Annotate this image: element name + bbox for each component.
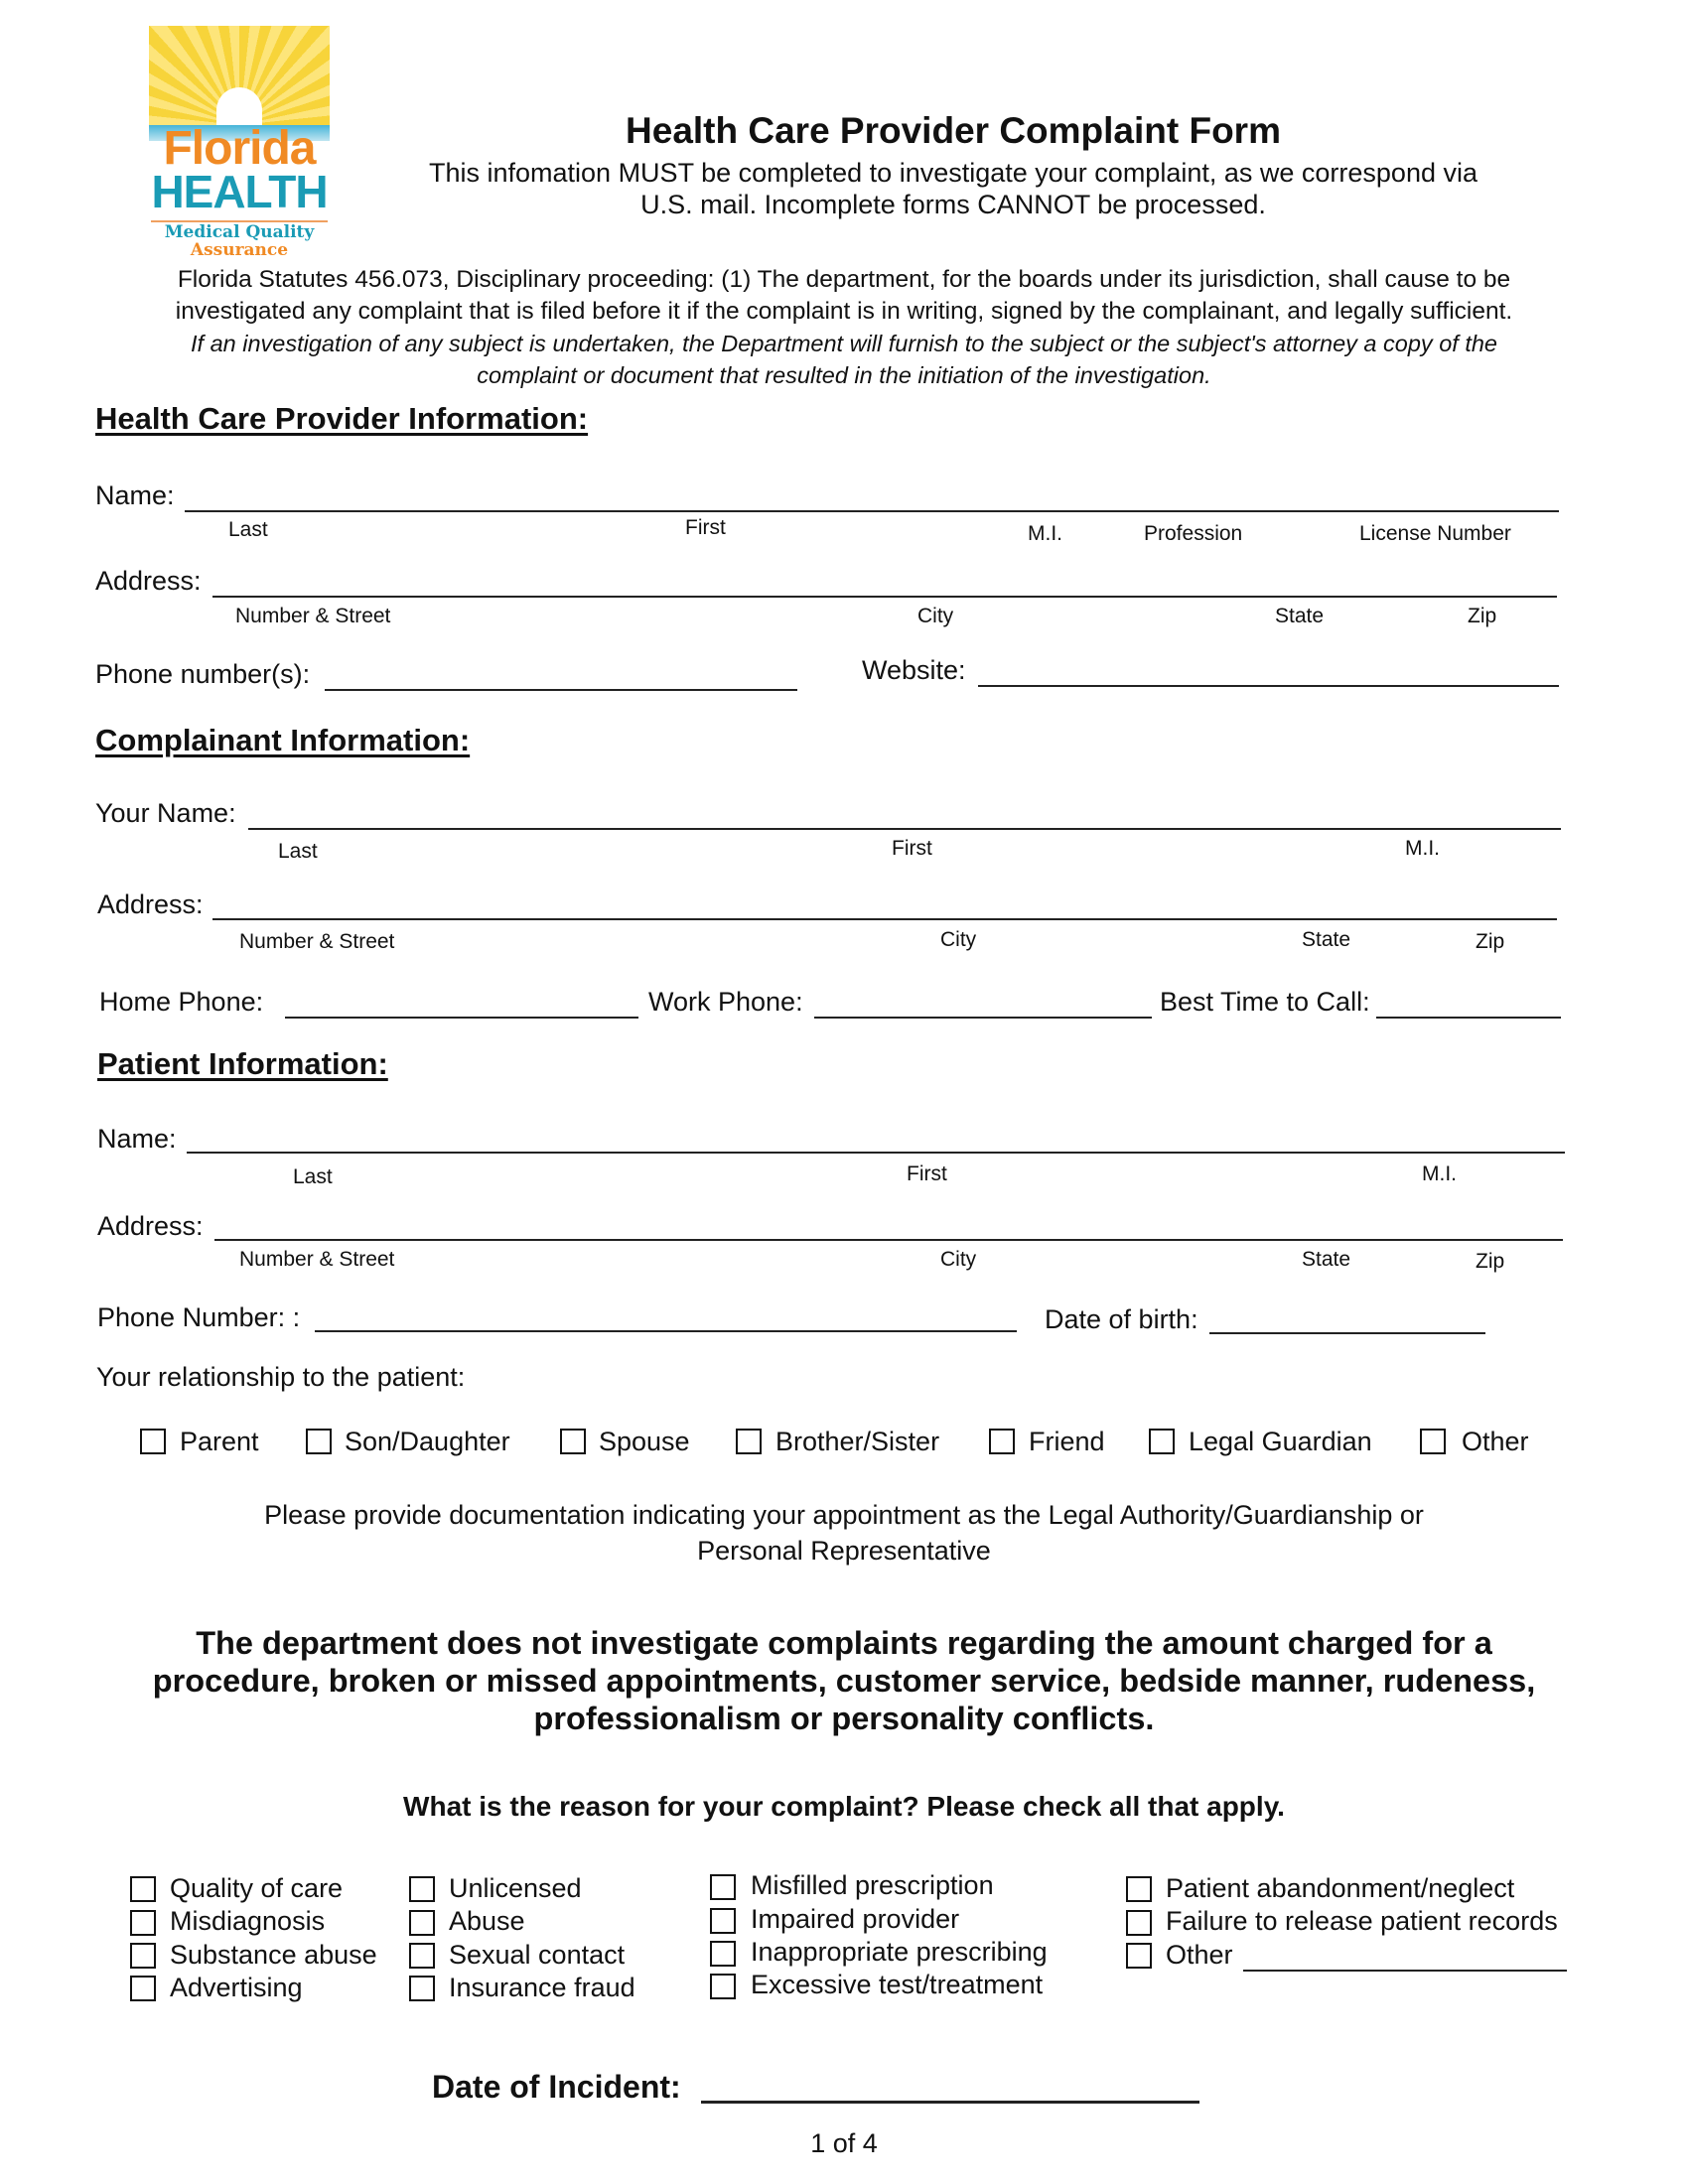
- page-indicator: 1 of 4: [810, 2128, 878, 2158]
- documentation-note-line-1: Please provide documentation indicating your appointment as the Legal Authority/Guardianship or: [264, 1500, 1424, 1530]
- provider-phone-field[interactable]: [325, 689, 797, 691]
- patient-address-label: Address:: [97, 1211, 204, 1241]
- logo-health-text: HEALTH: [151, 166, 328, 217]
- checkbox-excessive-test-treatment[interactable]: [710, 1974, 736, 1999]
- home-phone-label: Home Phone:: [99, 987, 264, 1017]
- caption-first: First: [907, 1162, 947, 1185]
- checkbox-inappropriate-prescribing[interactable]: [710, 1941, 736, 1967]
- provider-name-field[interactable]: [185, 510, 1559, 512]
- caption-number-street: Number & Street: [239, 1248, 395, 1271]
- patient-address-field[interactable]: [214, 1239, 1563, 1241]
- caption-mi: M.I.: [1422, 1162, 1457, 1185]
- caption-last: Last: [278, 840, 318, 863]
- checkbox-label-patient-abandonment: Patient abandonment/neglect: [1166, 1873, 1515, 1903]
- provider-address-field[interactable]: [212, 596, 1557, 598]
- checkbox-sexual-contact[interactable]: [409, 1943, 435, 1969]
- checkbox-parent[interactable]: [140, 1429, 166, 1454]
- patient-phone-field[interactable]: [315, 1330, 1017, 1332]
- checkbox-other-relationship[interactable]: [1420, 1429, 1446, 1454]
- documentation-note-line-2: Personal Representative: [697, 1536, 991, 1566]
- date-of-incident-label: Date of Incident:: [432, 2069, 681, 2105]
- statute-line-2: investigated any complaint that is filed before it if the complaint is in writing, signed by the complainant, and legally sufficient.: [175, 298, 1513, 325]
- work-phone-label: Work Phone:: [648, 987, 803, 1017]
- date-of-incident-field[interactable]: [701, 2101, 1199, 2104]
- work-phone-field[interactable]: [814, 1017, 1152, 1019]
- caption-number-street: Number & Street: [239, 930, 395, 953]
- logo-florida-text: Florida: [163, 122, 316, 175]
- checkbox-label-other-reason: Other: [1166, 1940, 1233, 1970]
- checkbox-label-substance-abuse: Substance abuse: [170, 1940, 377, 1970]
- checkbox-label-legal-guardian: Legal Guardian: [1189, 1427, 1372, 1456]
- checkbox-label-inappropriate-prescribing: Inappropriate prescribing: [751, 1937, 1048, 1967]
- home-phone-field[interactable]: [285, 1017, 638, 1019]
- checkbox-abuse[interactable]: [409, 1910, 435, 1936]
- statute-italic-line-2: complaint or document that resulted in the initiation of the investigation.: [477, 362, 1211, 388]
- provider-phone-label: Phone number(s):: [95, 659, 311, 689]
- provider-section-heading: Health Care Provider Information:: [95, 401, 589, 436]
- complainant-address-label: Address:: [97, 889, 204, 919]
- checkbox-misdiagnosis[interactable]: [130, 1910, 156, 1936]
- caption-city: City: [940, 928, 977, 951]
- checkbox-label-insurance-fraud: Insurance fraud: [449, 1973, 635, 2002]
- provider-website-field[interactable]: [978, 685, 1559, 687]
- best-time-field[interactable]: [1376, 1017, 1561, 1019]
- caption-zip: Zip: [1476, 1250, 1505, 1273]
- caption-city: City: [917, 605, 954, 627]
- checkbox-label-brother-sister: Brother/Sister: [775, 1427, 940, 1456]
- checkbox-label-advertising: Advertising: [170, 1973, 303, 2002]
- checkbox-advertising[interactable]: [130, 1976, 156, 2001]
- caption-mi: M.I.: [1405, 837, 1440, 860]
- caption-license-number: License Number: [1359, 522, 1511, 545]
- caption-last: Last: [228, 518, 268, 541]
- complaint-reason-question: What is the reason for your complaint? Please check all that apply.: [403, 1791, 1285, 1822]
- checkbox-impaired-provider[interactable]: [710, 1908, 736, 1934]
- caption-zip: Zip: [1476, 930, 1505, 953]
- caption-profession: Profession: [1144, 522, 1243, 545]
- complainant-name-field[interactable]: [248, 828, 1561, 830]
- checkbox-label-excessive-test-treatment: Excessive test/treatment: [751, 1970, 1044, 1999]
- checkbox-label-spouse: Spouse: [599, 1427, 690, 1456]
- checkbox-other-reason[interactable]: [1126, 1943, 1152, 1969]
- provider-website-label: Website:: [862, 655, 966, 685]
- checkbox-label-friend: Friend: [1029, 1427, 1105, 1456]
- checkbox-substance-abuse[interactable]: [130, 1943, 156, 1969]
- checkbox-label-sexual-contact: Sexual contact: [449, 1940, 626, 1970]
- caption-mi: M.I.: [1028, 522, 1062, 545]
- checkbox-son-daughter[interactable]: [306, 1429, 332, 1454]
- provider-address-label: Address:: [95, 566, 202, 596]
- sun-icon: [216, 87, 262, 125]
- caption-first: First: [892, 837, 932, 860]
- dob-field[interactable]: [1209, 1332, 1485, 1334]
- checkbox-brother-sister[interactable]: [736, 1429, 762, 1454]
- statute-italic-line-1: If an investigation of any subject is undertaken, the Department will furnish to the subject or the subject's attorney a copy of the: [191, 331, 1497, 356]
- relationship-label: Your relationship to the patient:: [96, 1362, 466, 1392]
- checkbox-patient-abandonment[interactable]: [1126, 1876, 1152, 1902]
- statute-line-1: Florida Statutes 456.073, Disciplinary proceeding: (1) The department, for the boards under its jurisdiction, shall cause to be: [177, 266, 1511, 293]
- patient-name-field[interactable]: [187, 1152, 1565, 1154]
- logo-mqa-text: Medical Quality: [164, 222, 315, 242]
- exclusions-warning-line-1: The department does not investigate complaints regarding the amount charged for a: [196, 1625, 1492, 1661]
- checkbox-label-misfilled-prescription: Misfilled prescription: [751, 1870, 994, 1900]
- subtitle-line-1: This infomation MUST be completed to investigate your complaint, as we correspond via: [428, 158, 1477, 188]
- checkbox-label-parent: Parent: [180, 1427, 259, 1456]
- complainant-address-field[interactable]: [212, 918, 1557, 920]
- dob-label: Date of birth:: [1045, 1304, 1198, 1334]
- checkbox-label-misdiagnosis: Misdiagnosis: [170, 1906, 326, 1936]
- patient-phone-label: Phone Number: :: [97, 1302, 301, 1332]
- complainant-name-label: Your Name:: [95, 798, 236, 828]
- checkbox-unlicensed[interactable]: [409, 1876, 435, 1902]
- checkbox-legal-guardian[interactable]: [1149, 1429, 1175, 1454]
- checkbox-label-son-daughter: Son/Daughter: [345, 1427, 510, 1456]
- checkbox-label-abuse: Abuse: [449, 1906, 525, 1936]
- caption-state: State: [1275, 605, 1325, 627]
- exclusions-warning-line-2: procedure, broken or missed appointments, customer service, bedside manner, rudeness,: [152, 1663, 1536, 1699]
- caption-last: Last: [293, 1165, 333, 1188]
- caption-zip: Zip: [1468, 605, 1497, 627]
- caption-first: First: [685, 516, 726, 539]
- checkbox-label-quality-of-care: Quality of care: [170, 1873, 344, 1903]
- caption-city: City: [940, 1248, 977, 1271]
- checkbox-label-impaired-provider: Impaired provider: [751, 1904, 960, 1934]
- patient-section-heading: Patient Information:: [97, 1046, 388, 1081]
- provider-name-label: Name:: [95, 480, 175, 510]
- checkbox-quality-of-care[interactable]: [130, 1876, 156, 1902]
- florida-health-logo: [149, 26, 330, 260]
- checkbox-friend[interactable]: [989, 1429, 1015, 1454]
- best-time-label: Best Time to Call:: [1160, 987, 1370, 1017]
- checkbox-label-unlicensed: Unlicensed: [449, 1873, 582, 1903]
- patient-name-label: Name:: [97, 1124, 177, 1154]
- complainant-section-heading: Complainant Information:: [95, 723, 471, 757]
- logo-assurance-text: Assurance: [190, 240, 289, 260]
- subtitle-line-2: U.S. mail. Incomplete forms CANNOT be processed.: [640, 190, 1266, 219]
- caption-state: State: [1302, 928, 1351, 951]
- checkbox-label-other-relationship: Other: [1462, 1427, 1529, 1456]
- exclusions-warning-line-3: professionalism or personality conflicts.: [533, 1701, 1155, 1736]
- checkbox-spouse[interactable]: [560, 1429, 586, 1454]
- other-reason-field[interactable]: [1243, 1970, 1567, 1972]
- caption-number-street: Number & Street: [235, 605, 391, 627]
- caption-state: State: [1302, 1248, 1351, 1271]
- checkbox-failure-to-release-records[interactable]: [1126, 1910, 1152, 1936]
- checkbox-misfilled-prescription[interactable]: [710, 1874, 736, 1900]
- checkbox-label-failure-to-release-records: Failure to release patient records: [1166, 1906, 1558, 1936]
- checkbox-insurance-fraud[interactable]: [409, 1976, 435, 2001]
- page-title: Health Care Provider Complaint Form: [626, 110, 1281, 151]
